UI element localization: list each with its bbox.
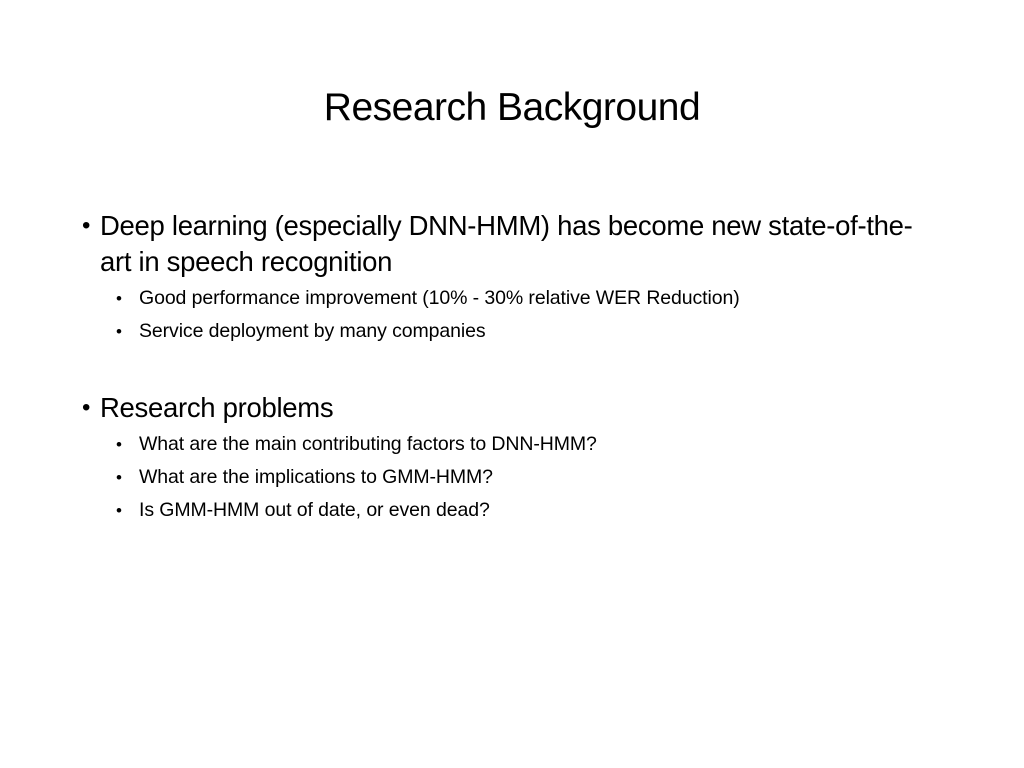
sub-bullet-item — [82, 282, 942, 315]
bullet-icon: • — [82, 394, 91, 421]
sub-bullet-item — [82, 461, 942, 494]
slide-title: Research Background — [323, 86, 701, 129]
bullet-icon: • — [82, 212, 91, 239]
bullet-item — [82, 390, 942, 426]
bullet-group — [82, 208, 942, 348]
sub-bullet-text: Is GMM-HMM out of date, or even dead? — [139, 499, 490, 521]
bullet-text: Deep learning (especially DNN-HMM) has become new state-of-the-art in speech recognition — [100, 210, 913, 277]
sub-bullet-text: What are the main contributing factors to DNN-HMM? — [139, 433, 597, 455]
sub-bullet-item — [82, 315, 942, 348]
bullet-item — [82, 208, 942, 280]
sub-bullet-icon: • — [116, 289, 122, 308]
sub-bullet-icon: • — [116, 468, 122, 487]
sub-bullet-icon: • — [116, 322, 122, 341]
sub-bullet-text: What are the implications to GMM-HMM? — [139, 466, 493, 488]
sub-bullet-text: Service deployment by many companies — [139, 320, 486, 342]
sub-bullet-icon: • — [116, 501, 122, 520]
sub-bullet-item — [82, 428, 942, 461]
sub-bullet-text: Good performance improvement (10% - 30% relative WER Reduction) — [139, 287, 740, 309]
slide-body — [82, 208, 942, 569]
sub-bullet-icon: • — [116, 435, 122, 454]
bullet-group — [82, 390, 942, 527]
sub-bullet-item — [82, 494, 942, 527]
bullet-text: Research problems — [100, 392, 334, 423]
